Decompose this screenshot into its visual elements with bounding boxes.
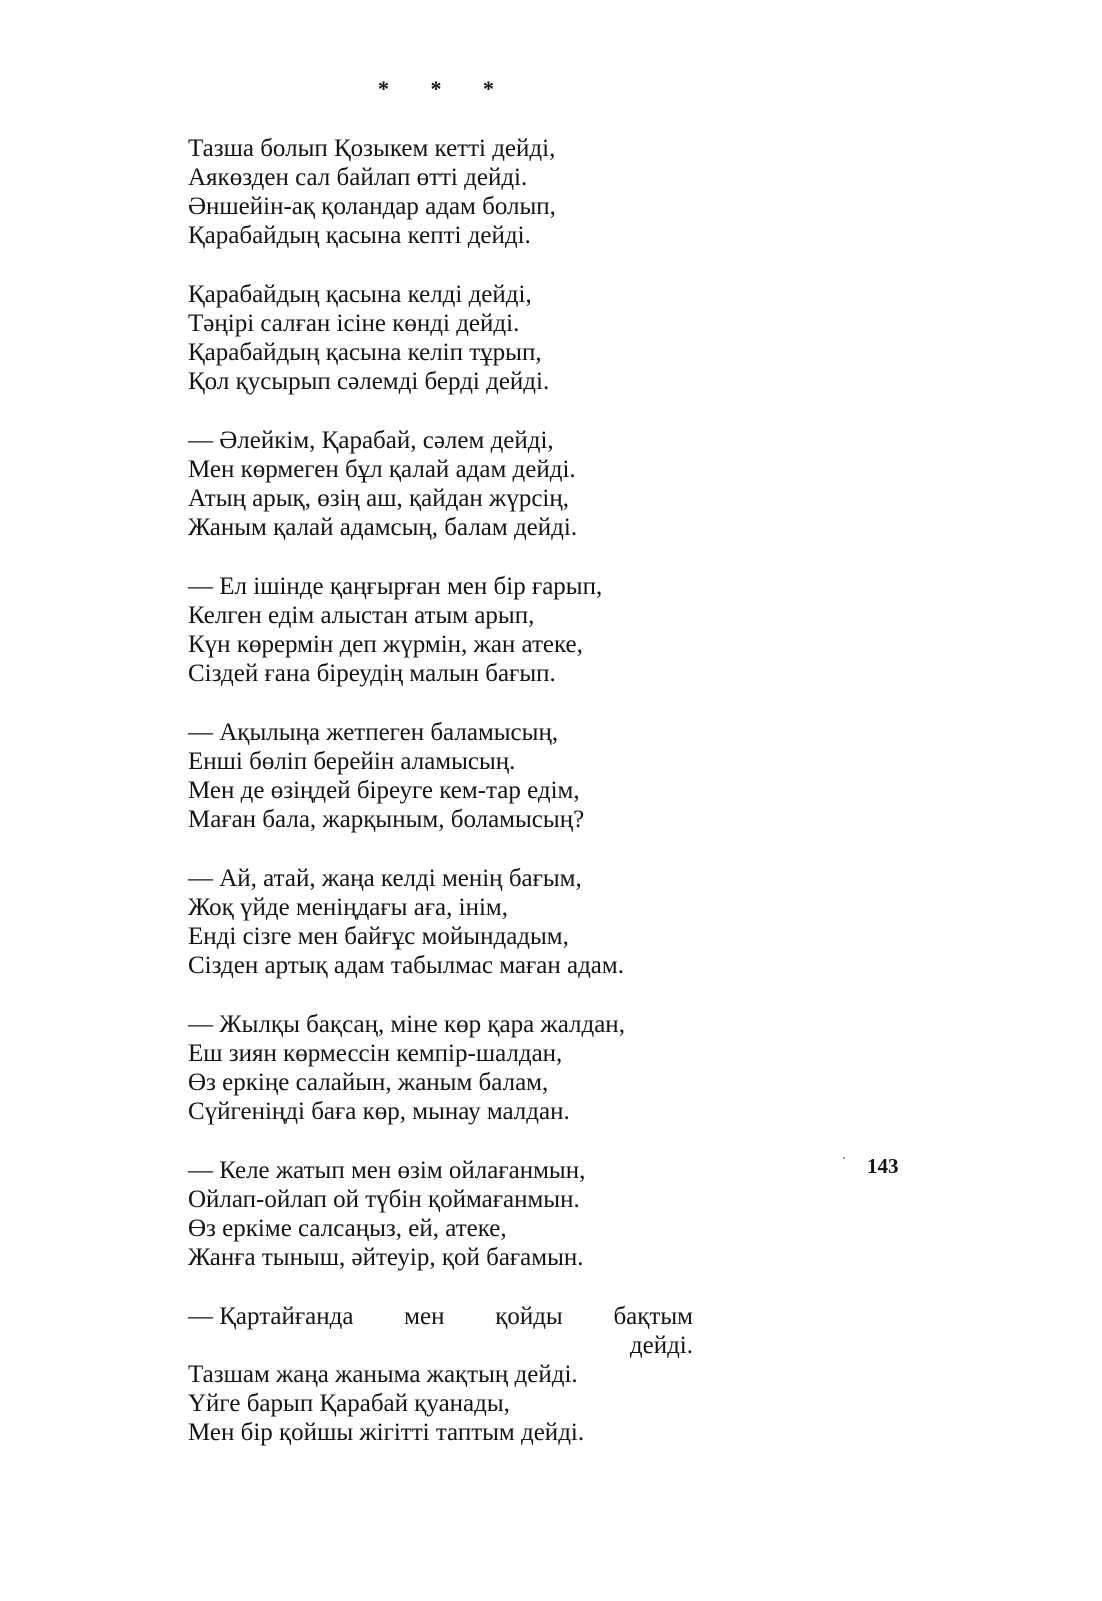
verse-line: Сіздей ғана біреудің малын бағып.: [188, 660, 556, 687]
page-number: 143: [867, 1154, 899, 1178]
verse-line: Өз еркіме салсаңыз, ей, атеке,: [188, 1215, 507, 1242]
verse-line-spread: [188, 1302, 693, 1331]
verse-line: Мен де өзіңдей біреуге кем-тар едім,: [188, 777, 580, 804]
verse-word: мен: [404, 1303, 445, 1330]
verse-line: — Келе жатып мен өзім ойлағанмын,: [188, 1157, 586, 1184]
verse-line: Еншi бөліп берейін аламысың.: [188, 748, 516, 775]
verse-line: Тазша болып Қозыкем кетті дейді,: [188, 135, 556, 162]
verse-line: Жоқ үйде меніңдағы аға, інім,: [188, 894, 508, 921]
verse-line: Тазшам жаңа жаныма жақтың дейді.: [188, 1361, 578, 1388]
verse-line: Өз еркіңе салайын, жаным балам,: [188, 1069, 549, 1096]
verse-line: Күн көрермін деп жүрмін, жан атеке,: [188, 631, 583, 658]
verse-line: Аякөзден сал байлап өтті дейді.: [188, 164, 528, 191]
verse-line: — Әлейкім, Қарабай, сәлем дейді,: [188, 427, 554, 454]
stanza-2: [188, 280, 828, 396]
verse-line-continuation: дейді.: [629, 1332, 693, 1359]
verse-line: — Ел ішінде қаңғырған мен бір ғарып,: [188, 573, 603, 600]
verse-line: Мен көрмеген бұл қалай адам дейді.: [188, 456, 576, 483]
verse-line: — Ақылыңа жетпеген баламысың,: [188, 719, 559, 746]
verse-line: Мен бір қойшы жігітті таптым дейді.: [188, 1419, 585, 1446]
verse-word: бақтым: [613, 1303, 693, 1330]
verse-word: қойды: [495, 1303, 563, 1330]
verse-line: Қол қусырып сәлемді берді дейді.: [188, 368, 550, 395]
verse-line: Сүйгеніңді баға көр, мынау малдан.: [188, 1098, 570, 1125]
stanza-3: [188, 426, 828, 542]
verse-line: Әншейін-ақ қоландар адам болып,: [188, 193, 556, 220]
verse-line: Қарабайдың қасына келді дейді,: [188, 281, 532, 308]
stanza-9: [188, 1302, 828, 1447]
verse-line: Тәңірі салған ісіне көнді дейді.: [188, 310, 520, 337]
poem-body: [188, 134, 828, 1477]
stanza-1: [188, 134, 828, 250]
verse-line: Сізден артық адам табылмас маған адам.: [188, 952, 624, 979]
verse-line: — Ай, атай, жаңа келді менің бағым,: [188, 865, 582, 892]
section-ornament: * * *: [378, 76, 512, 101]
verse-line: Жаным қалай адамсың, балам дейді.: [188, 514, 578, 541]
verse-line: Жанға тыныш, әйтеуір, қой бағамын.: [188, 1244, 584, 1271]
print-speck: [843, 1157, 845, 1159]
verse-line: Атың арық, өзің аш, қайдан жүрсің,: [188, 485, 570, 512]
verse-word: — Қартайғанда: [188, 1303, 354, 1330]
verse-line: Енді сізге мен байғұс мойындадым,: [188, 923, 569, 950]
stanza-4: [188, 572, 828, 688]
verse-line: Еш зиян көрмессін кемпір-шалдан,: [188, 1040, 563, 1067]
verse-line: Қарабайдың қасына кепті дейді.: [188, 222, 531, 249]
stanza-6: [188, 864, 828, 980]
stanza-8: [188, 1156, 828, 1272]
verse-line: Ойлап-ойлап ой түбін қоймағанмын.: [188, 1186, 580, 1213]
verse-line: Маған бала, жарқыным, боламысың?: [188, 806, 585, 833]
verse-line: Келген едім алыстан атым арып,: [188, 602, 535, 629]
verse-line: — Жылқы бақсаң, міне көр қара жалдан,: [188, 1011, 625, 1038]
verse-line: Үйге барып Қарабай қуанады,: [188, 1390, 510, 1417]
verse-line: Қарабайдың қасына келіп тұрып,: [188, 339, 542, 366]
stanza-7: [188, 1010, 828, 1126]
stanza-5: [188, 718, 828, 834]
